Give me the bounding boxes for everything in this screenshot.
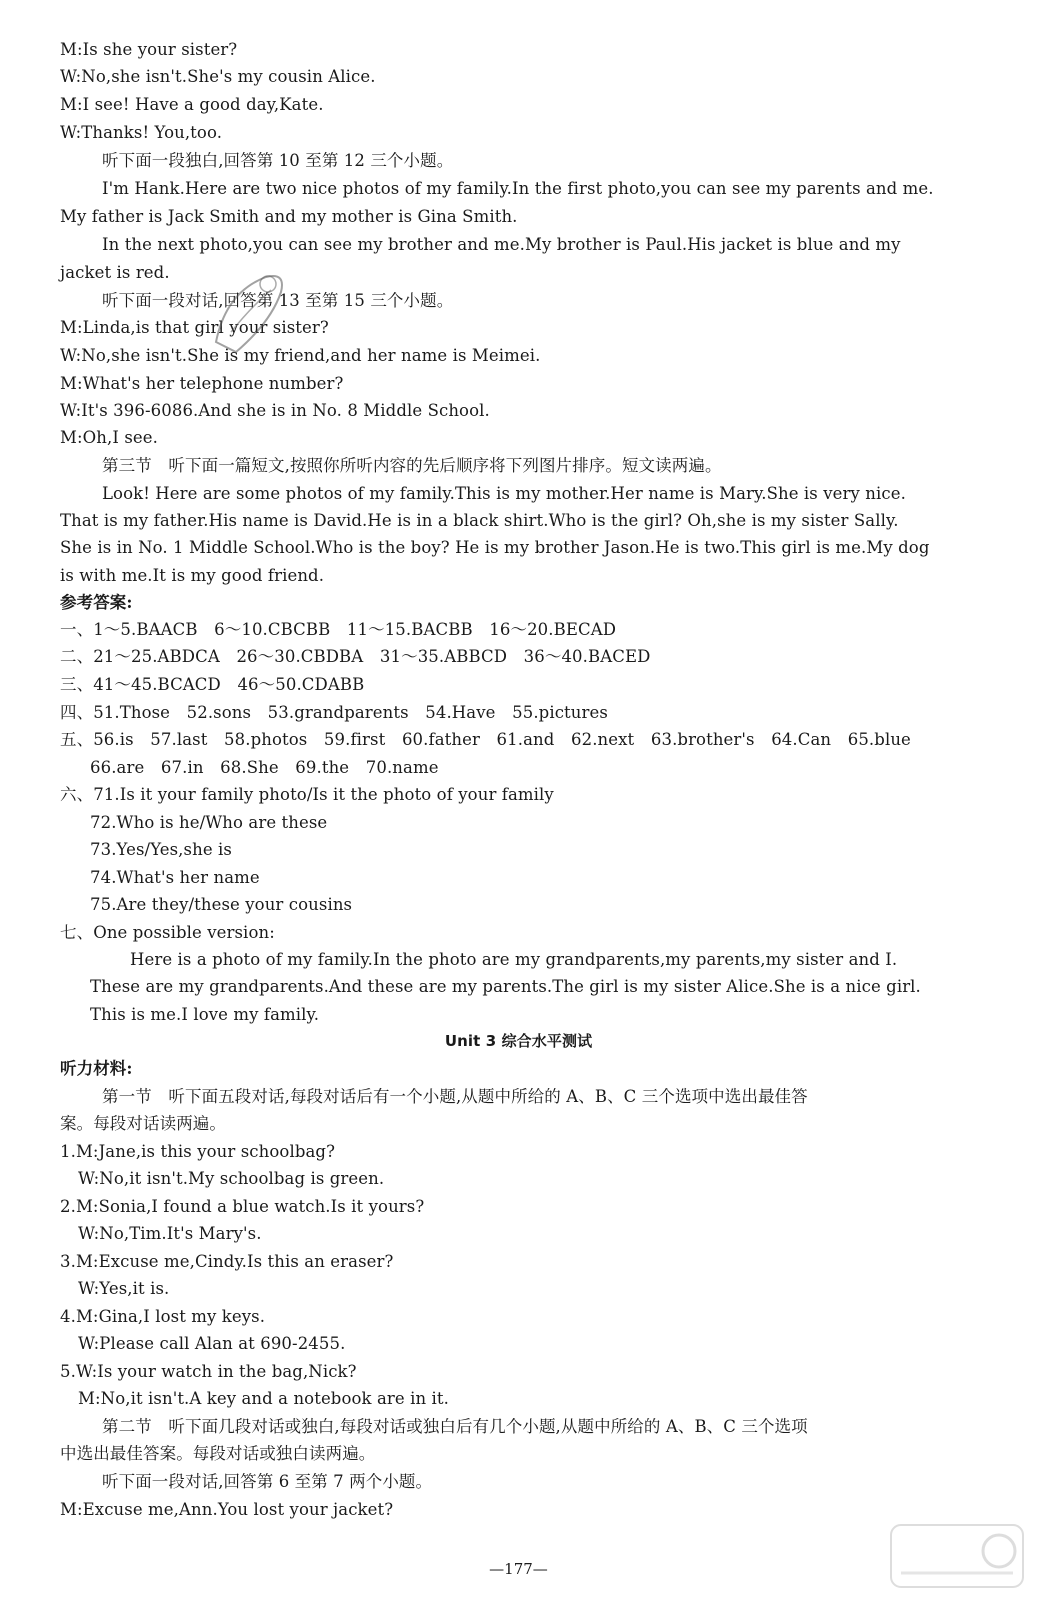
unit-title: Unit 3 综合水平测试: [444, 1032, 593, 1050]
answers-heading: 参考答案:: [60, 593, 133, 612]
section-instruction: 第三节 听下面一篇短文,按照你所听内容的先后顺序将下列图片排序。短文读两遍。: [102, 456, 722, 475]
dialogue-line: M:No,it isn't.A key and a notebook are in it.: [78, 1389, 450, 1408]
section-instruction: 听下面一段对话,回答第 6 至第 7 两个小题。: [102, 1472, 433, 1491]
answer-line: 二、21～25.ABDCA 26～30.CBDBA 31～35.ABBCD 36～40.BACED: [60, 647, 651, 666]
section-instruction: 听下面一段独白,回答第 10 至第 12 三个小题。: [102, 151, 454, 170]
section-instruction: 第一节 听下面五段对话,每段对话后有一个小题,从题中所给的 A、B、C 三个选项中选出最佳答: [102, 1087, 808, 1106]
answer-line: 72.Who is he/Who are these: [90, 813, 328, 832]
dialogue-line: M:Excuse me,Ann.You lost your jacket?: [60, 1500, 394, 1519]
answer-line: 四、51.Those 52.sons 53.grandparents 54.Have 55.pictures: [60, 703, 608, 722]
section-instruction: 中选出最佳答案。每段对话或独白读两遍。: [60, 1444, 376, 1463]
text-line: W:It's 396-6086.And she is in No. 8 Middle School.: [60, 401, 490, 420]
text-line: W:Thanks! You,too.: [60, 123, 223, 142]
listening-heading: 听力材料:: [60, 1059, 133, 1078]
text-line: She is in No. 1 Middle School.Who is the boy? He is my brother Jason.He is two.This girl is me.My dog: [60, 538, 930, 557]
text-line: Look! Here are some photos of my family.This is my mother.Her name is Mary.She is very nice.: [102, 484, 906, 503]
dialogue-line: W:Please call Alan at 690-2455.: [78, 1334, 346, 1353]
page-number: —177—: [489, 1560, 548, 1578]
dialogue-line: 5.W:Is your watch in the bag,Nick?: [60, 1362, 357, 1381]
stamp-mark-icon: [196, 262, 296, 382]
text-line: M:Linda,is that girl your sister?: [60, 318, 329, 337]
dialogue-line: W:Yes,it is.: [78, 1279, 170, 1298]
essay-line: These are my grandparents.And these are my parents.The girl is my sister Alice.She is a nice girl.: [90, 977, 921, 996]
answer-line: 五、56.is 57.last 58.photos 59.first 60.father 61.and 62.next 63.brother's 64.Can 65.blue: [60, 730, 911, 749]
text-line: jacket is red.: [60, 263, 170, 282]
answer-line: 六、71.Is it your family photo/Is it the photo of your family: [60, 785, 554, 804]
section-instruction: 听下面一段对话,回答第 13 至第 15 三个小题。: [102, 291, 454, 310]
text-line: W:No,she isn't.She's my cousin Alice.: [60, 67, 376, 86]
dialogue-line: 1.M:Jane,is this your schoolbag?: [60, 1142, 336, 1161]
answer-line: 七、One possible version:: [60, 923, 275, 942]
section-instruction: 第二节 听下面几段对话或独白,每段对话或独白后有几个小题,从题中所给的 A、B、C 三个选项: [102, 1417, 808, 1436]
text-line: M:Is she your sister?: [60, 40, 238, 59]
text-line: M:I see! Have a good day,Kate.: [60, 95, 324, 114]
answer-line: 三、41～45.BCACD 46～50.CDABB: [60, 675, 365, 694]
section-instruction: 案。每段对话读两遍。: [60, 1114, 226, 1133]
text-line: M:Oh,I see.: [60, 428, 158, 447]
text-line: That is my father.His name is David.He is in a black shirt.Who is the girl? Oh,she is my sister Sally.: [60, 511, 899, 530]
essay-line: This is me.I love my family.: [90, 1005, 320, 1024]
text-line: I'm Hank.Here are two nice photos of my family.In the first photo,you can see my parents and me.: [102, 179, 934, 198]
answer-line: 73.Yes/Yes,she is: [90, 840, 232, 859]
answer-line: 一、1～5.BAACB 6～10.CBCBB 11～15.BACBB 16～20.BECAD: [60, 620, 617, 639]
text-line: is with me.It is my good friend.: [60, 566, 325, 585]
dialogue-line: W:No,it isn't.My schoolbag is green.: [78, 1169, 385, 1188]
dialogue-line: 3.M:Excuse me,Cindy.Is this an eraser?: [60, 1252, 394, 1271]
text-line: In the next photo,you can see my brother and me.My brother is Paul.His jacket is blue and my: [102, 235, 901, 254]
text-line: My father is Jack Smith and my mother is Gina Smith.: [60, 207, 518, 226]
dialogue-line: W:No,Tim.It's Mary's.: [78, 1224, 262, 1243]
answer-line: 75.Are they/these your cousins: [90, 895, 353, 914]
text-line: M:What's her telephone number?: [60, 374, 344, 393]
dialogue-line: 4.M:Gina,I lost my keys.: [60, 1307, 266, 1326]
dialogue-line: 2.M:Sonia,I found a blue watch.Is it yours?: [60, 1197, 425, 1216]
watermark-logo-icon: [887, 1521, 1027, 1591]
text-line: W:No,she isn't.She is my friend,and her name is Meimei.: [60, 346, 541, 365]
answer-line: 66.are 67.in 68.She 69.the 70.name: [90, 758, 439, 777]
answer-line: 74.What's her name: [90, 868, 260, 887]
essay-line: Here is a photo of my family.In the photo are my grandparents,my parents,my sister and I.: [130, 950, 898, 969]
